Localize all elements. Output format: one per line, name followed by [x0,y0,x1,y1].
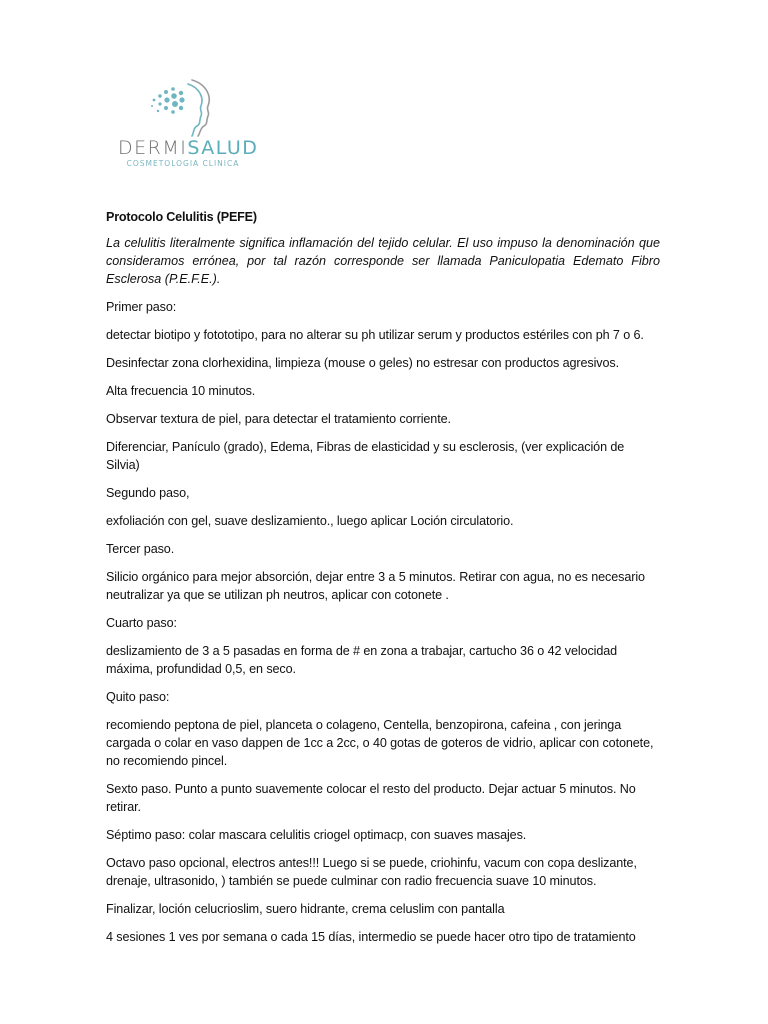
paragraph: Desinfectar zona clorhexidina, limpieza (mouse o geles) no estresar con productos agresivos. [106,356,619,370]
logo-wordmark [118,137,259,159]
paragraph: Séptimo paso: colar mascara celulitis criogel optimacp, con suaves masajes. [106,828,527,842]
paragraph: recomiendo peptona de piel, planceta o colageno, Centella, benzopirona, cafeina , con jeringa cargada o colar en vaso dappen de 1cc a 2cc, o 40 gotas de goteros de vidrio, aplicar con cotonete, no recomiendo pincel. [106,718,654,768]
paragraph: Diferenciar, Panículo (grado), Edema, Fibras de elasticidad y su esclerosis, (ver explicación de Silvia) [106,440,625,472]
paragraph: Sexto paso. Punto a punto suavemente colocar el resto del producto. Dejar actuar 5 minutos. No retirar. [106,782,636,814]
paragraph: Segundo paso, [106,486,190,500]
paragraph: Quito paso: [106,690,170,704]
document-title: Protocolo Celulitis (PEFE) [106,210,257,224]
paragraph: Octavo paso opcional, electros antes!!! Luego si se puede, criohinfu, vacum con copa deslizante, drenaje, ultrasonido, ) también se puede culminar con radio frecuencia suave 10 minutos. [106,856,637,888]
dermisalud-logo [118,78,259,170]
logo-brand-part1: DERMI [118,137,188,159]
paragraph: Observar textura de piel, para detectar el tratamiento corriente. [106,412,451,426]
paragraph: Cuarto paso: [106,616,177,630]
paragraph: detectar biotipo y fotototipo, para no alterar su ph utilizar serum y productos estériles con ph 7 o 6. [106,328,644,342]
logo-brand-part2: SALUD [187,137,259,159]
face-profile-icon [148,78,220,138]
logo-tagline: COSMETOLOGIA CLINICA [126,159,240,168]
paragraph: exfoliación con gel, suave deslizamiento., luego aplicar Loción circulatorio. [106,514,514,528]
paragraph: Silicio orgánico para mejor absorción, dejar entre 3 a 5 minutos. Retirar con agua, no es necesario neutralizar ya que se utilizan ph neutros, aplicar con cotonete . [106,570,645,602]
document-body [106,208,660,956]
paragraph: Primer paso: [106,300,177,314]
paragraph: deslizamiento de 3 a 5 pasadas en forma de # en zona a trabajar, cartucho 36 o 42 velocidad máxima, profundidad 0,5, en seco. [106,644,618,676]
paragraph: Finalizar, loción celucrioslim, suero hidrante, crema celuslim con pantalla [106,902,505,916]
paragraph: Tercer paso. [106,542,175,556]
paragraph: 4 sesiones 1 ves por semana o cada 15 días, intermedio se puede hacer otro tipo de tratamiento [106,930,636,944]
intro-paragraph: La celulitis literalmente significa inflamación del tejido celular. El uso impuso la denominación que consideramos errónea, por tal razón corresponde ser llamada Paniculopatia Edemato Fibro Esclerosa (P.E.F.E.). [106,236,660,286]
paragraph: Alta frecuencia 10 minutos. [106,384,256,398]
